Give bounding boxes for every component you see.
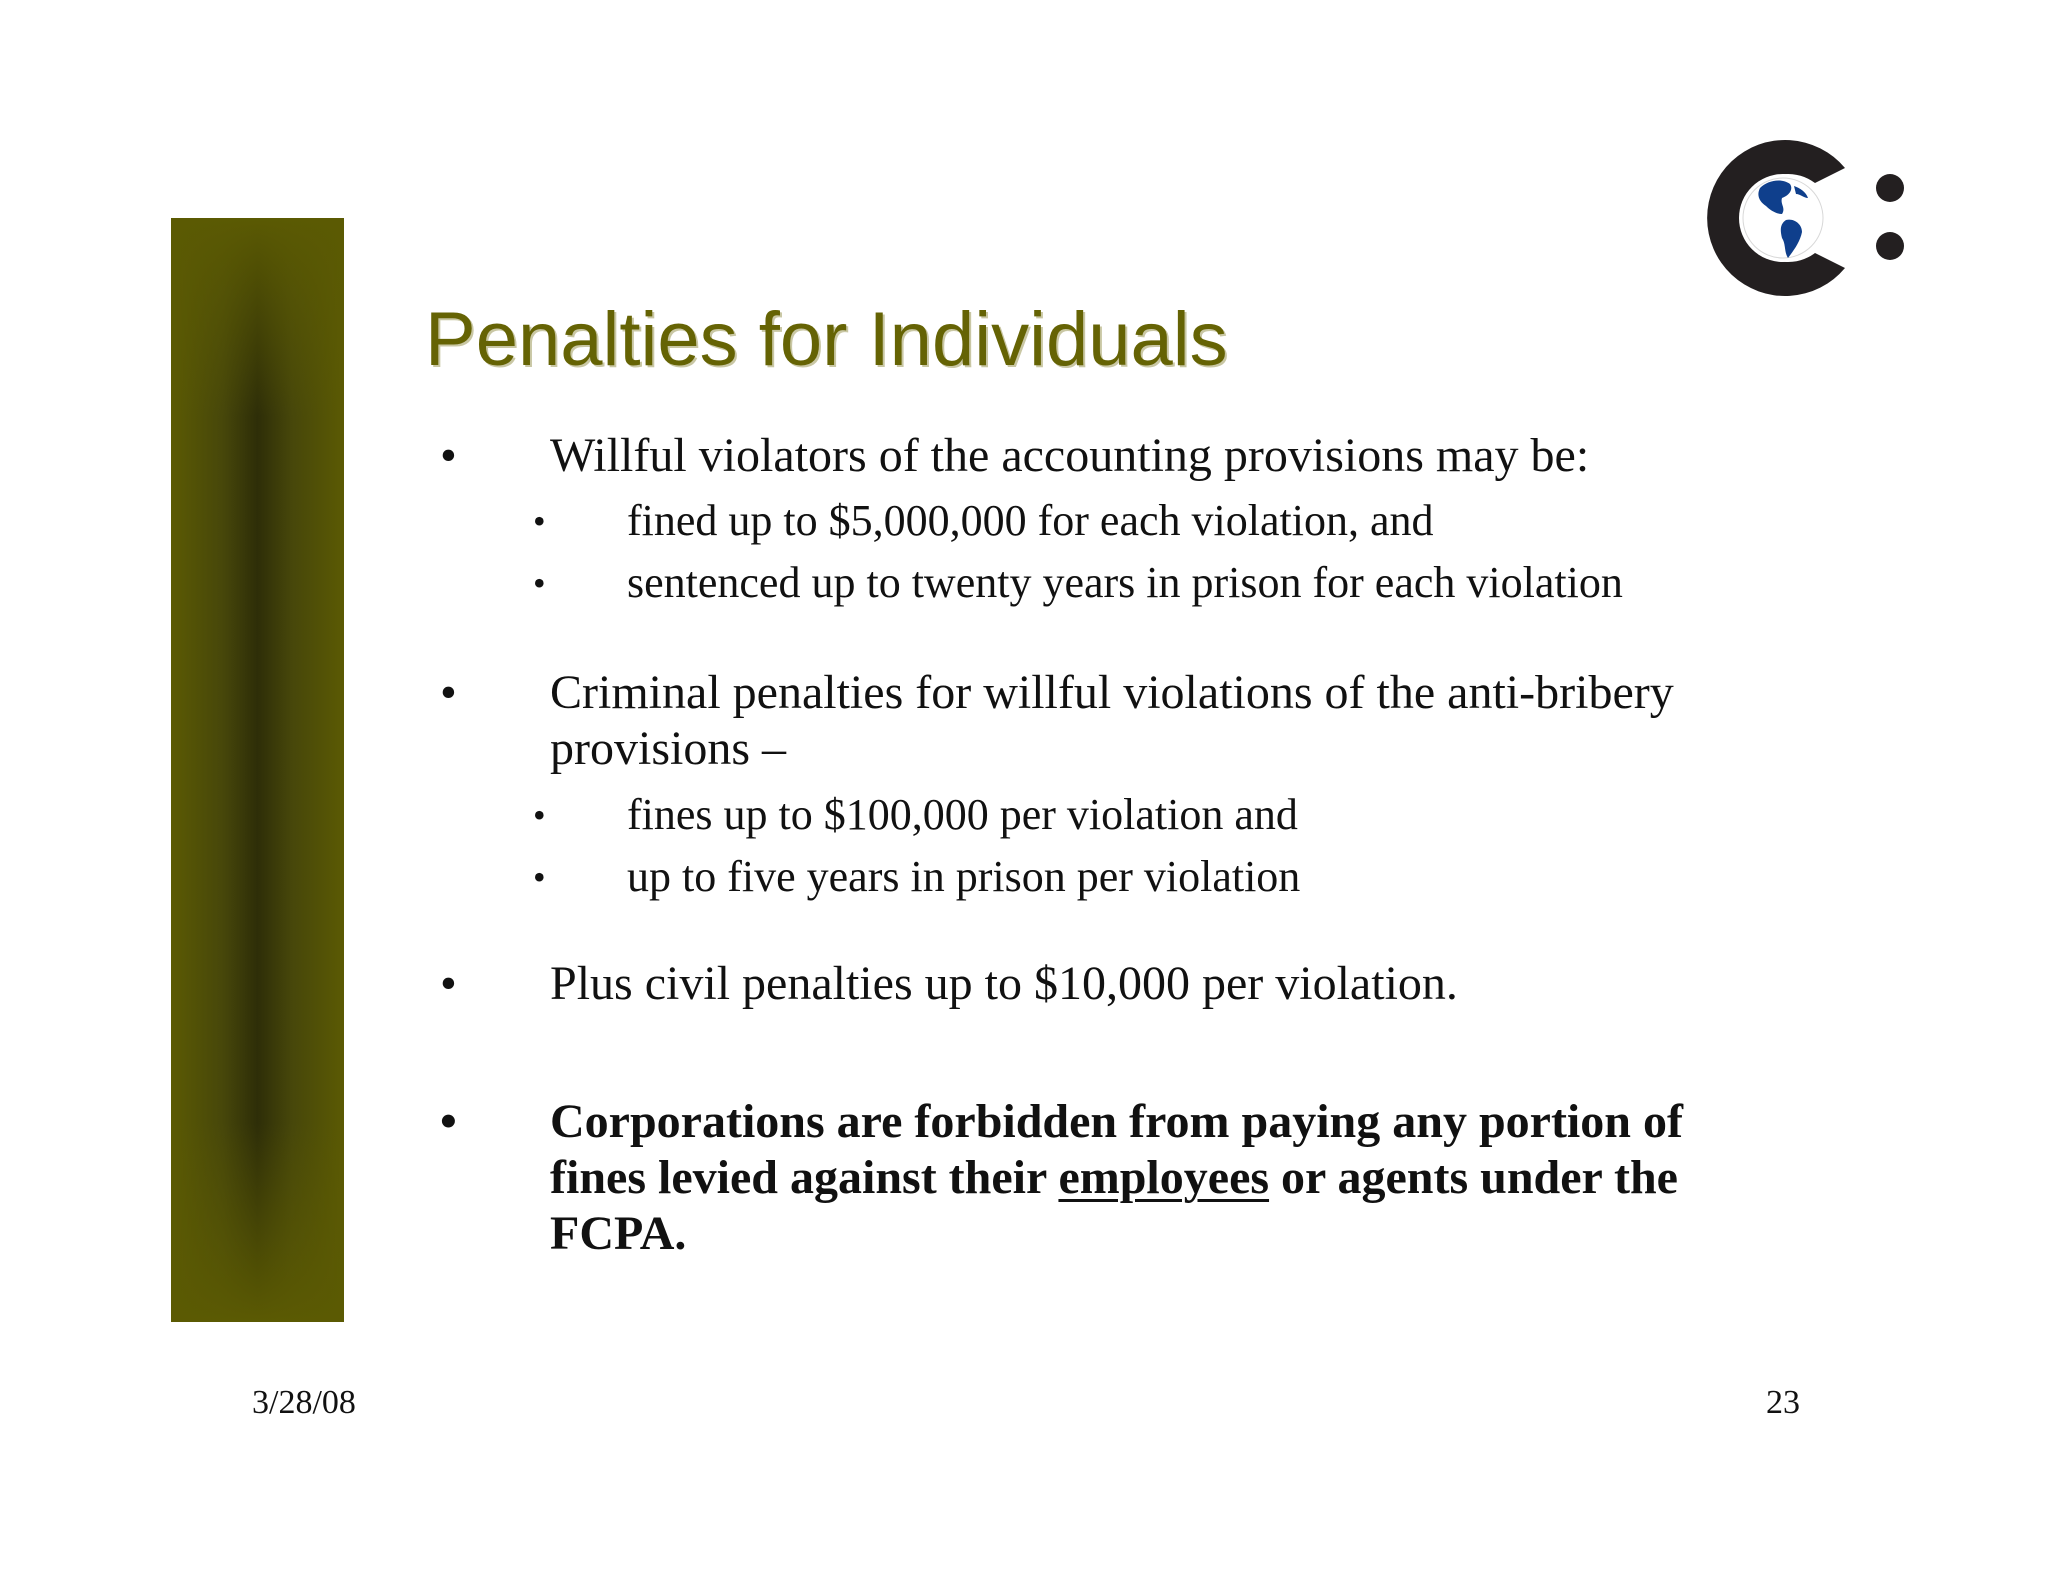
bullet-text-line-2: provisions – — [550, 722, 787, 775]
sub-bullet-text: fines up to $100,000 per violation and — [627, 790, 1298, 839]
bullet-marker: • — [440, 429, 457, 482]
sub-bullet-text: fined up to $5,000,000 for each violation, and — [627, 496, 1434, 545]
bullet-text: Plus civil penalties up to $10,000 per violation. — [550, 957, 1458, 1010]
underlined-employees: employees — [1058, 1151, 1270, 1204]
bullet-marker: • — [533, 795, 546, 835]
bullet-text-line-3: FCPA. — [550, 1207, 687, 1260]
footer-page-number: 23 — [1766, 1384, 1800, 1421]
bullet-marker: • — [533, 501, 546, 541]
globe-c-logo-icon — [1690, 128, 1930, 308]
bullet-marker: • — [440, 957, 457, 1010]
bullet-text — [550, 665, 1674, 777]
slide-title: Penalties for Individuals — [425, 297, 1228, 382]
bullet-marker: • — [533, 563, 546, 603]
bullet-text-line-2b: or agents under the — [1269, 1151, 1678, 1204]
sub-bullet-text: sentenced up to twenty years in prison for each violation — [627, 558, 1623, 607]
sub-bullet-text: up to five years in prison per violation — [627, 852, 1301, 901]
bullet-text-line-1: Corporations are forbidden from paying any portion of — [550, 1095, 1683, 1148]
footer-date: 3/28/08 — [252, 1384, 356, 1421]
bullet-text: Willful violators of the accounting provisions may be: — [550, 429, 1590, 482]
bullet-marker: • — [533, 857, 546, 897]
bullet-text-line-2a: fines levied against their — [550, 1151, 1059, 1204]
bullet-marker: • — [440, 666, 457, 719]
bullet-marker: • — [440, 1095, 457, 1148]
decorative-side-bar — [171, 218, 344, 1322]
bullet-text — [550, 1094, 1683, 1262]
bullet-text-line-1: Criminal penalties for willful violations of the anti-bribery — [550, 666, 1674, 719]
